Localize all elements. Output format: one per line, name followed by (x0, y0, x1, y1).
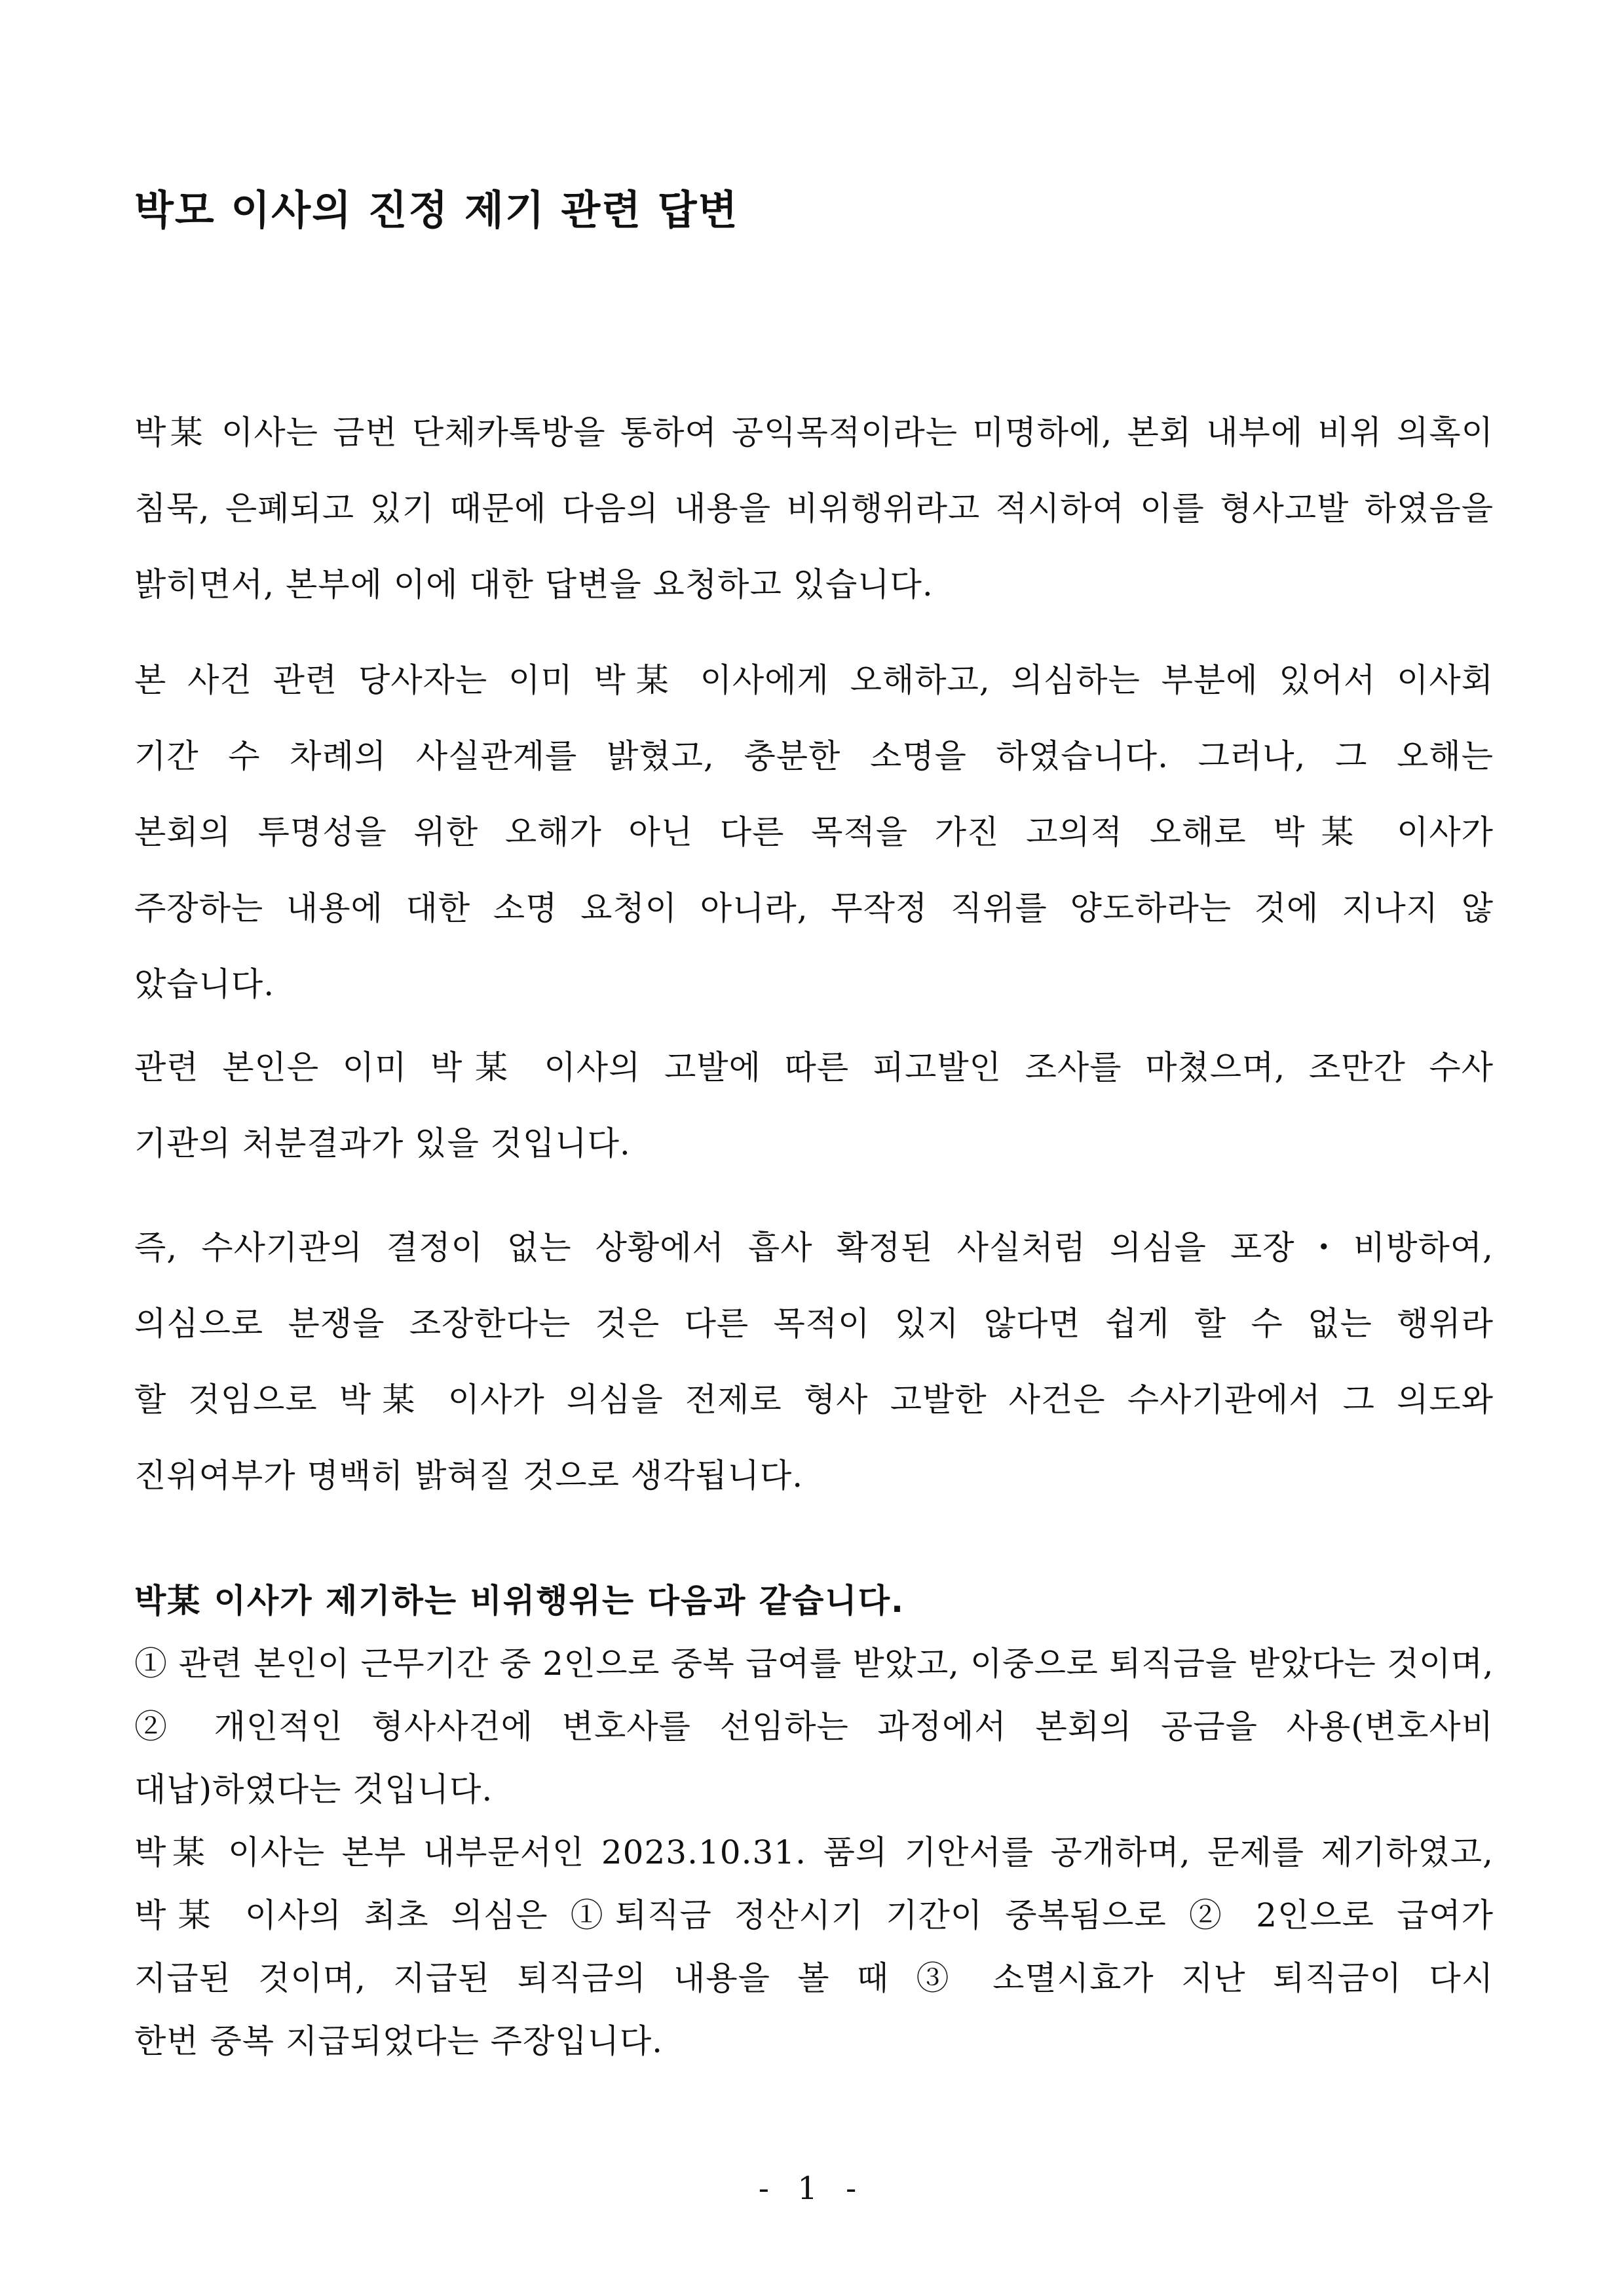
paragraph-line: 할 것임으로 박某 이사가 의심을 전제로 형사 고발한 사건은 수사기관에서 그 의도와 (134, 1381, 1494, 1419)
allegation-item-2-continued: 대납)하였다는 것입니다. (134, 1770, 493, 1808)
paragraph-line: 기관의 처분결과가 있을 것입니다. (134, 1124, 631, 1162)
paragraph-line: 의심으로 분쟁을 조장한다는 것은 다른 목적이 있지 않다면 쉽게 할 수 없는 행위라 (134, 1305, 1494, 1343)
paragraph-1 (134, 394, 1494, 622)
paragraph-line: 즉, 수사기관의 결정이 없는 상황에서 흡사 확정된 사실처럼 의심을 포장・비방하여, (134, 1229, 1494, 1267)
paragraph-line: 밝히면서, 본부에 이에 대한 답변을 요청하고 있습니다. (134, 565, 934, 603)
paragraph-line: 주장하는 내용에 대한 소명 요청이 아니라, 무작정 직위를 양도하라는 것에 지나지 않 (134, 889, 1494, 927)
paragraph-line: 진위여부가 명백히 밝혀질 것으로 생각됩니다. (134, 1457, 804, 1495)
paragraph-2 (134, 642, 1494, 1022)
section-line: 박某 이사는 본부 내부문서인 2023.10.31. 품의 기안서를 공개하며, 문제를 제기하였고, (134, 1833, 1494, 1871)
allegations-section (134, 1563, 1494, 2066)
paragraph-line: 침묵, 은폐되고 있기 때문에 다음의 내용을 비위행위라고 적시하여 이를 형사고발 하였음을 (134, 489, 1494, 527)
document-title: 박모 이사의 진정 제기 관련 답변 (134, 186, 739, 234)
section-line: 지급된 것이며, 지급된 퇴직금의 내용을 볼 때 ③ 소멸시효가 지난 퇴직금이 다시 (134, 1959, 1494, 1997)
paragraph-line: 았습니다. (134, 965, 275, 1003)
section-line: 박某 이사의 최초 의심은 ①퇴직금 정산시기 기간이 중복됨으로 ② 2인으로 급여가 (134, 1896, 1494, 1934)
section-line: 한번 중복 지급되었다는 주장입니다. (134, 2022, 664, 2060)
paragraph-3 (134, 1029, 1494, 1181)
allegation-item-2: ② 개인적인 형사사건에 변호사를 선임하는 과정에서 본회의 공금을 사용(변호사비 (134, 1708, 1494, 1746)
paragraph-line: 본 사건 관련 당사자는 이미 박某 이사에게 오해하고, 의심하는 부분에 있어서 이사회 (134, 661, 1494, 699)
paragraph-line: 관련 본인은 이미 박某 이사의 고발에 따른 피고발인 조사를 마쳤으며, 조만간 수사 (134, 1048, 1494, 1086)
paragraph-line: 박某 이사는 금번 단체카톡방을 통하여 공익목적이라는 미명하에, 본회 내부에 비위 의혹이 (134, 413, 1494, 451)
allegation-item-1: ① 관련 본인이 근무기간 중 2인으로 중복 급여를 받았고, 이중으로 퇴직금을 받았다는 것이며, (134, 1645, 1494, 1683)
section-heading: 박某 이사가 제기하는 비위행위는 다음과 같습니다. (134, 1582, 905, 1620)
paragraph-line: 본회의 투명성을 위한 오해가 아닌 다른 목적을 가진 고의적 오해로 박某 이사가 (134, 813, 1494, 851)
page-number: - 1 - (758, 2170, 866, 2207)
paragraph-4 (134, 1210, 1494, 1514)
paragraph-line: 기간 수 차례의 사실관계를 밝혔고, 충분한 소명을 하였습니다. 그러나, 그 오해는 (134, 737, 1494, 775)
